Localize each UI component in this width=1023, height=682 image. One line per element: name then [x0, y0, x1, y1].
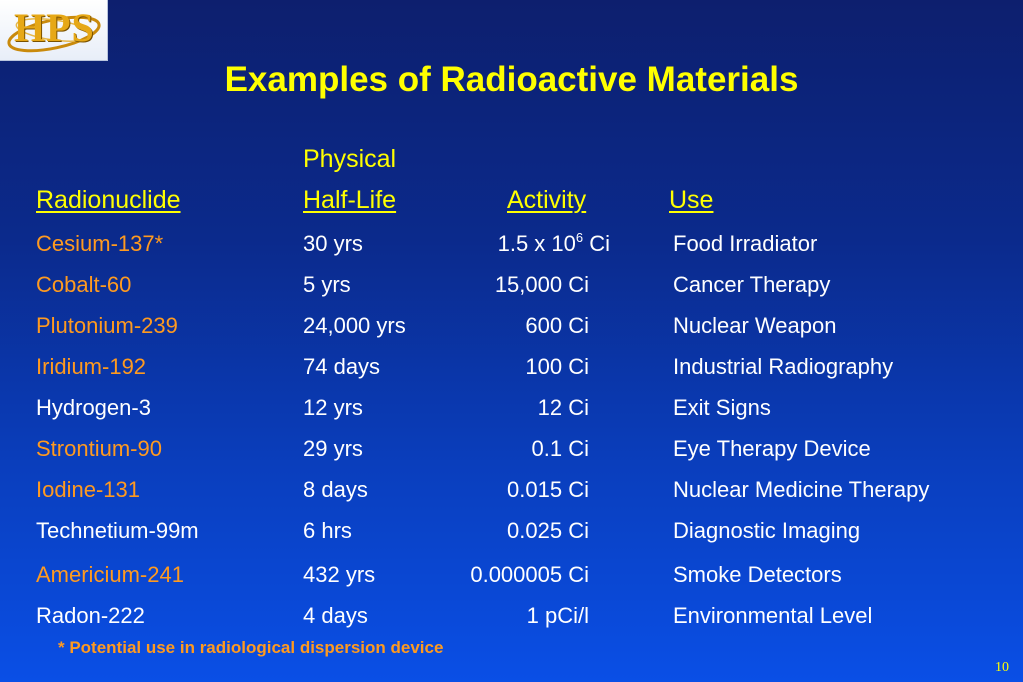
radionuclide-cell: Iridium-192 — [36, 354, 147, 379]
use-cell: Food Irradiator — [673, 231, 818, 256]
table-row — [0, 354, 1023, 388]
half-life-cell: 74 days — [303, 354, 381, 379]
half-life-cell: 24,000 yrs — [303, 313, 406, 338]
radionuclide-cell: Cesium-137* — [36, 231, 164, 256]
slide-title: Examples of Radioactive Materials — [224, 60, 799, 99]
activity-unit: Ci — [583, 231, 610, 256]
half-life-cell: 432 yrs — [303, 562, 376, 587]
table-row — [0, 518, 1023, 552]
activity-cell: 12 Ci — [537, 395, 589, 420]
radionuclide-cell: Strontium-90 — [36, 436, 162, 461]
activity-exponent: 6 — [575, 230, 584, 245]
activity-cell: 0.1 Ci — [531, 436, 589, 461]
radionuclide-cell: Iodine-131 — [36, 477, 140, 502]
activity-cell: 0.025 Ci — [507, 518, 589, 543]
radionuclide-cell: Hydrogen-3 — [36, 395, 151, 420]
use-cell: Industrial Radiography — [673, 354, 894, 379]
activity-cell — [498, 231, 610, 257]
radionuclide-cell: Plutonium-239 — [36, 313, 178, 338]
half-life-cell: 4 days — [303, 603, 368, 628]
activity-cell: 0.015 Ci — [507, 477, 589, 502]
half-life-cell: 8 days — [303, 477, 368, 502]
page-number: 10 — [995, 660, 1009, 675]
table-row — [0, 395, 1023, 429]
radionuclide-cell: Technetium-99m — [36, 518, 199, 543]
activity-cell: 100 Ci — [525, 354, 589, 379]
half-life-cell: 5 yrs — [303, 272, 351, 297]
footnote: * Potential use in radiological dispersion device — [58, 638, 444, 657]
use-cell: Nuclear Medicine Therapy — [673, 477, 930, 502]
use-cell: Cancer Therapy — [673, 272, 831, 297]
table-row — [0, 603, 1023, 637]
use-cell: Smoke Detectors — [673, 562, 842, 587]
half-life-cell: 6 hrs — [303, 518, 352, 543]
half-life-cell: 30 yrs — [303, 231, 363, 256]
header-activity: Activity — [507, 186, 587, 214]
use-cell: Nuclear Weapon — [673, 313, 837, 338]
use-cell: Environmental Level — [673, 603, 873, 628]
use-cell: Eye Therapy Device — [673, 436, 871, 461]
activity-cell: 600 Ci — [525, 313, 589, 338]
table-row — [0, 477, 1023, 511]
table-row — [0, 272, 1023, 306]
radionuclide-cell: Cobalt-60 — [36, 272, 132, 297]
header-physical: Physical — [303, 145, 397, 173]
hps-logo — [0, 0, 108, 61]
radionuclide-cell: Americium-241 — [36, 562, 184, 587]
table-row — [0, 436, 1023, 470]
logo-text: HPS — [14, 5, 95, 50]
radionuclide-cell: Radon-222 — [36, 603, 145, 628]
header-half-life: Half-Life — [303, 186, 397, 214]
activity-base: 1.5 x 10 — [497, 231, 576, 256]
half-life-cell: 12 yrs — [303, 395, 363, 420]
use-cell: Diagnostic Imaging — [673, 518, 861, 543]
activity-cell: 1 pCi/l — [526, 603, 589, 628]
table-row — [0, 562, 1023, 596]
header-use: Use — [669, 186, 714, 214]
activity-cell: 15,000 Ci — [494, 272, 589, 297]
header-radionuclide: Radionuclide — [36, 186, 181, 214]
activity-cell: 0.000005 Ci — [470, 562, 589, 587]
use-cell: Exit Signs — [673, 395, 771, 420]
table-row — [0, 313, 1023, 347]
half-life-cell: 29 yrs — [303, 436, 363, 461]
table-row — [0, 231, 1023, 265]
